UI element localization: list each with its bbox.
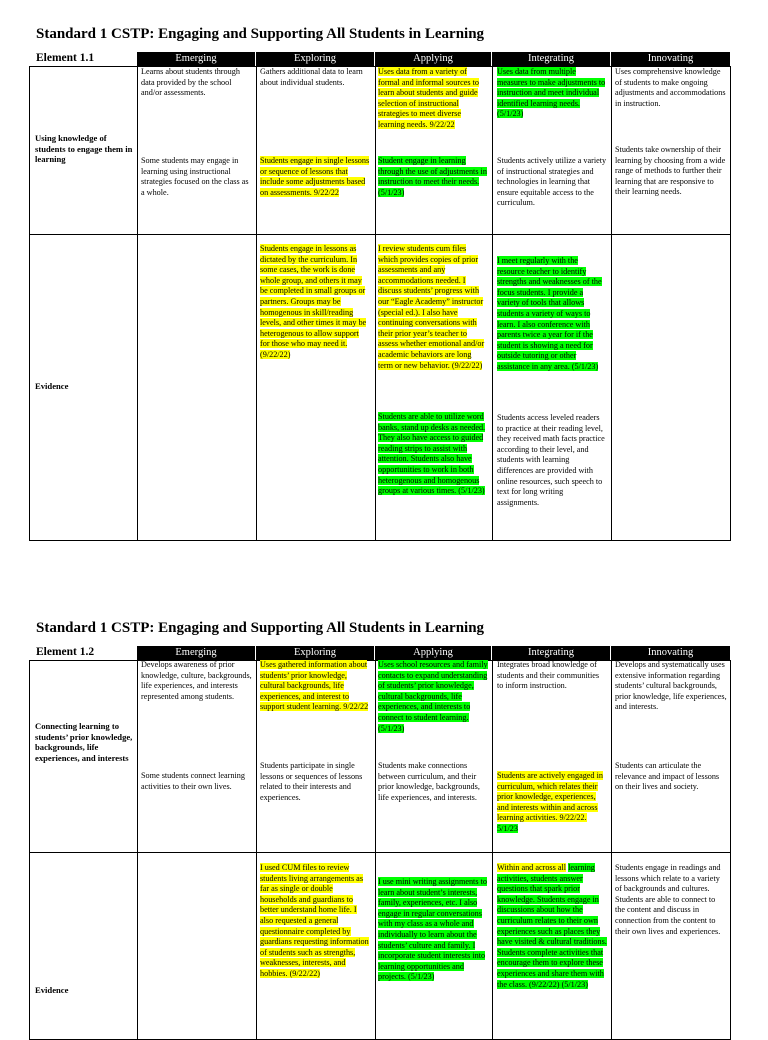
evidence-integrating-2: Students access leveled readers to practice at their reading level, they received math facts practice according to their level, and students with learning differences are provided with online resources, such speech to text for long writing assignments.: [497, 413, 605, 507]
row-label-evidence: Evidence: [35, 985, 69, 995]
applying-student-descriptor: Students make connections between curriculum, and their prior knowledge, backgrounds, life experiences, and interests.: [378, 761, 480, 802]
green-highlight: I meet regularly with the resource teacher to identify strengths and weaknesses of the focus students. I provide a variety of tools that allows students a variety of ways to learn. I also conference with parents twice a year for if the student is showing a need for outside tutoring or other assistance in any area. (5/1/23): [497, 256, 602, 371]
element-1-1-label: Element 1.1: [36, 52, 95, 64]
yellow-highlight: Students engage in single lessons or sequence of lessons that include some adjustments based on assessments. 9/22/22: [260, 156, 370, 197]
green-highlight: Student engage in learning through the use of adjustments in instruction to meet their needs. (5/1/23): [378, 156, 487, 197]
column-header-emerging: Emerging: [137, 52, 255, 66]
innovating-descriptor: Uses comprehensive knowledge of students to make ongoing adjustments and accommodations in instruction.: [615, 67, 726, 108]
column-header-innovating: Innovating: [611, 646, 730, 660]
emerging-descriptor: Develops awareness of prior knowledge, culture, backgrounds, life experiences, and interests represented among students.: [141, 660, 252, 701]
integrating-descriptor: Integrates broad knowledge of students and their communities to inform instruction.: [497, 660, 600, 691]
green-highlight: I use mini writing assignments to learn about student’s interests, family, experiences, etc. I also engage in regular conversations with my class as a whole and individually to learn about the students’ culture and family. I incorporate student interests into learning opportunities and projects. (5/1/23): [378, 877, 487, 982]
exploring-student-descriptor: [260, 156, 370, 198]
evidence-integrating-1: [497, 256, 607, 373]
exploring-student-descriptor: Students participate in single lessons or sequences of lessons related to their interests and experiences.: [260, 761, 363, 802]
green-highlight: Uses data from multiple measures to make adjustments to instruction and meet individual identified learning needs. (5/1/23): [497, 67, 606, 119]
evidence-applying-1: [378, 244, 488, 371]
yellow-highlight: Uses gathered information about students’ prior knowledge, cultural backgrounds, life experiences, and interest to support student learning. 9/22/22: [260, 660, 369, 712]
applying-student-descriptor: [378, 156, 488, 198]
column-header-exploring: Exploring: [256, 646, 374, 660]
exploring-descriptor: [260, 660, 370, 713]
exploring-descriptor: Gathers additional data to learn about individual students.: [260, 67, 363, 87]
emerging-student-descriptor: Some students connect learning activities to their own lives.: [141, 771, 245, 791]
emerging-descriptor: Learns about students through data provided by the school and/or assessments.: [141, 67, 240, 98]
innovating-student-descriptor: Students can articulate the relevance and impact of lessons on their lives and society.: [615, 761, 720, 792]
yellow-highlight: Students are actively engaged in curriculum, which relates their prior knowledge, experiences, and interests within and across learning activities. 9/22/22.: [497, 771, 603, 823]
column-header-emerging: Emerging: [137, 646, 255, 660]
innovating-descriptor: Develops and systematically uses extensive information regarding students’ cultural backgrounds, prior knowledge, life experiences, and interests.: [615, 660, 727, 712]
evidence-exploring: [260, 863, 370, 980]
yellow-highlight: I used CUM files to review students living arrangements as far as single or double households and guardians to better understand home life. I also requested a general questionnaire completed by guardians requesting information of students such as strengths, weaknesses, interests, and hobbies. (9/22/22): [260, 863, 369, 978]
evidence-exploring: [260, 244, 370, 361]
green-highlight: learning activities, students answer questions that spark prior knowledge. Students engage in discussions about how the curriculum relates to their own experiences such as places they have visited & cultural traditions. Students complete activities that encourage them to explore these experiences and share them with the class. (9/22/22) (5/1/23): [497, 863, 607, 989]
element-1-2-label: Element 1.2: [36, 646, 95, 658]
column-header-integrating: Integrating: [492, 646, 610, 660]
innovating-student-descriptor: Students take ownership of their learning by choosing from a wide range of methods to further their learning that are responsive to their learning needs.: [615, 145, 726, 197]
column-header-exploring: Exploring: [256, 52, 374, 66]
green-highlight: Students are able to utilize word banks, stand up desks as needed. They also have access to guided reading strips to assist with attention. Students also have opportunities to work in both heterogenous and homogenous groups at various times. (5/1/23): [378, 412, 486, 496]
evidence-innovating: Students engage in readings and lessons which relate to a variety of backgrounds and cultures. Students are able to connect to the content and discuss in connection from the content to their own lives and experiences.: [615, 863, 721, 936]
evidence-applying-2: [378, 412, 488, 497]
section-2-title: Standard 1 CSTP: Engaging and Supporting All Students in Learning: [36, 620, 485, 636]
evidence-integrating: [497, 863, 607, 990]
column-header-integrating: Integrating: [492, 52, 610, 66]
integrating-student-descriptor: [497, 771, 607, 835]
yellow-highlight: Within and across all: [497, 863, 567, 872]
evidence-applying: [378, 877, 488, 983]
emerging-student-descriptor: Some students may engage in learning using instructional strategies focused on the class as a whole.: [141, 156, 249, 197]
applying-descriptor: [378, 67, 488, 131]
applying-descriptor: [378, 660, 488, 734]
yellow-highlight: Students engage in lessons as dictated by the curriculum. In some cases, the work is done whole group, and others it may be completed in small groups or partners. Groups may be homogenous in skill/reading levels, and other times it may be heterogenous to allow support for those who may need it. (9/22/22): [260, 244, 367, 359]
green-highlight: Uses school resources and family contacts to expand understanding of students’ prior knowledge, cultural backgrounds, life experiences, and interests to connect to student learning. (5/1/23): [378, 660, 488, 733]
row-label-evidence: Evidence: [35, 381, 69, 391]
integrating-descriptor: [497, 67, 607, 120]
green-highlight: 5/1/23: [497, 823, 518, 833]
integrating-student-descriptor: Students actively utilize a variety of instructional strategies and technologies in learning that ensure equitable access to the curriculum.: [497, 156, 607, 208]
column-header-applying: Applying: [375, 646, 491, 660]
yellow-highlight: I review students cum files which provides copies of prior assessments and any accommodations needed. I discuss students’ progress with our “Eagle Academy” instructor (special ed.). I also have continuing conversations with their prior year’s teacher to assess whether emotional and/or academic behaviors are long term or new behavior. (9/22/22): [378, 244, 485, 370]
column-header-applying: Applying: [375, 52, 491, 66]
yellow-highlight: Uses data from a variety of formal and informal sources to learn about students and guide selection of instructional strategies to meet diverse learning needs. 9/22/22: [378, 67, 479, 129]
row-label-using-knowledge: Using knowledge of students to engage them in learning: [35, 133, 133, 165]
section-1-title: Standard 1 CSTP: Engaging and Supporting All Students in Learning: [36, 26, 485, 42]
row-label-connecting-learning: Connecting learning to students’ prior knowledge, backgrounds, life experiences, and interests: [35, 721, 133, 763]
column-header-innovating: Innovating: [611, 52, 730, 66]
